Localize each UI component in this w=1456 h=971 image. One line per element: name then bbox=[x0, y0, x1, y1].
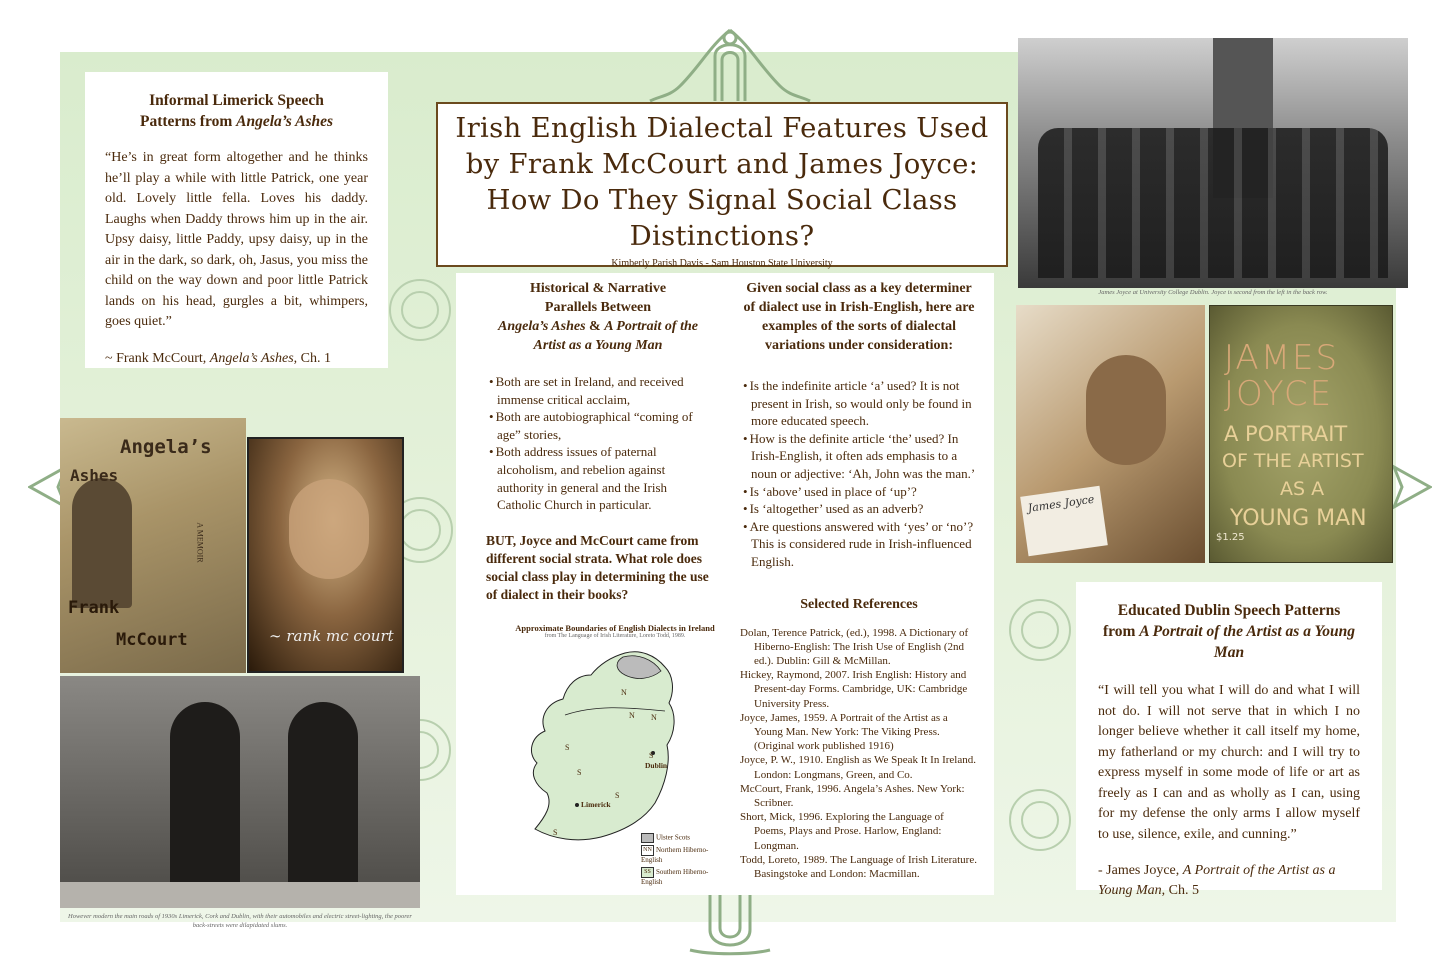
parallels-heading: Historical & Narrative Parallels Between Angela’s Ashes & A Portrait of the Artist as a Young Man bbox=[498, 281, 698, 353]
reference-item: Todd, Loreto, 1989. The Language of Irish Literature. Basingstoke and London: Macmillan. bbox=[740, 853, 977, 880]
dublin-box-title: Educated Dublin Speech Patterns from A Portrait of the Artist as a Young Man bbox=[1102, 602, 1356, 661]
ireland-map-icon bbox=[505, 645, 725, 855]
cover-title-line1: Angela’s bbox=[120, 436, 212, 458]
joyce-group-image bbox=[1018, 38, 1408, 288]
book-title-line2: OF THE ARTIST bbox=[1222, 450, 1364, 472]
list-item: • Is the indefinite article ‘a’ used? It is not present in Irish, so would only be found in more educated speech. bbox=[740, 377, 978, 430]
celtic-ornament-bottom-icon bbox=[670, 890, 790, 960]
list-item: • How is the definite article ‘the’ used? In Irish-English, it often ads emphasis to a noun or adjective: ‘Ah, John was the man.’ bbox=[740, 430, 978, 483]
map-subtitle: from The Language of Irish Literature, Loreto Todd, 1989. bbox=[544, 633, 686, 639]
poster-title: Irish English Dialectal Features Used by Frank McCourt and James Joyce: How Do They Signal Social Class Distinctions? bbox=[455, 112, 989, 252]
map-title: Approximate Boundaries of English Dialects in Ireland bbox=[515, 623, 715, 633]
map-label-s: S bbox=[577, 768, 582, 777]
dialect-features-column bbox=[726, 273, 994, 895]
book-price: $1.25 bbox=[1216, 532, 1245, 543]
book-title-line4: YOUNG MAN bbox=[1230, 506, 1367, 531]
reference-item: Short, Mick, 1996. Exploring the Language of Poems, Plays and Prose. Harlow, England: Longman. bbox=[740, 811, 944, 852]
joyce-portrait-image bbox=[1016, 305, 1205, 563]
joyce-attribution: - James Joyce, A Portrait of the Artist as a Young Man, Ch. 5 bbox=[1098, 863, 1336, 898]
mccourt-portrait-image bbox=[247, 437, 404, 673]
list-item: • Is ‘altogether’ used as an adverb? bbox=[740, 500, 978, 518]
dialect-map bbox=[505, 623, 725, 885]
mccourt-attribution: ~ Frank McCourt, Angela’s Ashes, Ch. 1 bbox=[105, 350, 332, 366]
portrait-quote: “I will tell you what I will do and what I will not do. I will not serve that in which I no longer believe whether it call itself my home, my fatherland or my church: and I will try to express myself in some mode of life or art as freely as I can and as wholly as I can, using for my defense the only arms I allow myself to use, silence, exile, and cunning.” bbox=[1098, 683, 1360, 842]
legend-item: NN Northern Hiberno-English bbox=[641, 846, 709, 864]
joyce-group-caption: James Joyce at University College Dublin. Joyce is second from the left in the back row. bbox=[1098, 289, 1328, 296]
dublin-speech-box bbox=[1076, 582, 1382, 898]
child-figure-icon bbox=[72, 478, 132, 608]
map-label-dublin: Dublin bbox=[645, 761, 668, 770]
angelas-ashes-quote: “He’s in great form altogether and he thinks he’ll play a while with little Patrick, one year old. Lovely little fella. Loves his daddy. Laughs when Daddy throws him up in the air. Upsy daisy, little Paddy, upsy daisy, up in the air in the dark, so dark, oh, Jasus, you miss the child on the way down and poor little Patrick lands on his head, gurgles a bit, whimpers, goes quiet.” bbox=[105, 150, 368, 329]
author-byline: Kimberly Parish Davis - Sam Houston State University bbox=[611, 258, 833, 269]
joyce-signature-card-icon: James Joyce bbox=[1020, 486, 1108, 557]
reference-item: Hickey, Raymond, 2007. Irish English: History and Present-day Forms. Cambridge, UK: Cambridge University Press. bbox=[740, 669, 968, 710]
title-box bbox=[436, 102, 1008, 267]
portrait-book-cover-image bbox=[1209, 305, 1393, 563]
mccourt-signature-icon: ∼ rank mc court bbox=[269, 627, 394, 645]
doorway-right-icon bbox=[288, 702, 358, 882]
celtic-ornament-top-icon bbox=[640, 26, 820, 106]
cover-title-line2: Ashes bbox=[70, 466, 119, 485]
list-item: • Is ‘above’ used in place of ‘up’? bbox=[740, 483, 978, 501]
map-label-n: N bbox=[651, 713, 657, 722]
book-title-line3: AS A bbox=[1280, 478, 1325, 500]
map-label-s: S bbox=[649, 751, 654, 760]
reference-item: Dolan, Terence Patrick, (ed.), 1998. A Dictionary of Hiberno-English: The Irish Use of English (2nd ed.). Dublin: Gill & McMillan. bbox=[740, 626, 969, 667]
list-item: • Are questions answered with ‘yes’ or ‘no’? This is considered rude in Irish-influenced English. bbox=[740, 518, 978, 571]
list-item: • Both address issues of paternal alcoholism, and rebelion against authority in general and the Irish Catholic Church in particular. bbox=[486, 443, 710, 513]
celtic-ornament-right-icon bbox=[1392, 462, 1432, 512]
dialect-features-heading: Given social class as a key determiner of dialect use in Irish-English, here are examples of the sorts of dialectal variations under consideration: bbox=[743, 281, 975, 353]
map-label-n: N bbox=[621, 688, 627, 697]
face-icon bbox=[289, 479, 369, 579]
group-figures-icon bbox=[1038, 128, 1388, 278]
limerick-speech-box bbox=[85, 72, 388, 368]
limerick-street-image bbox=[60, 676, 420, 908]
legend-item: Ulster Scots bbox=[641, 833, 725, 843]
reference-item: Joyce, P. W., 1910. English as We Speak It In Ireland. London: Longmans, Green, and Co. bbox=[740, 754, 976, 781]
references-list bbox=[740, 626, 978, 882]
street-caption: However modern the main roads of 1930s Limerick, Cork and Dublin, with their automobiles and electric street-lighting, the poorer back-streets were dilapidated slums. bbox=[68, 913, 412, 929]
map-label-s: S bbox=[565, 743, 570, 752]
map-label-s: S bbox=[553, 828, 558, 837]
doorway-left-icon bbox=[170, 702, 240, 882]
reference-item: Joyce, James, 1959. A Portrait of the Artist as a Young Man. New York: The Viking Press. (Original work published 1916) bbox=[740, 711, 948, 753]
celtic-swirl-right-icon bbox=[1000, 570, 1080, 900]
map-label-s: S bbox=[615, 791, 620, 800]
map-label-limerick: Limerick bbox=[581, 800, 611, 809]
cover-author-line1: Frank bbox=[68, 598, 120, 618]
reference-item: McCourt, Frank, 1996. Angela’s Ashes. New York: Scribner. bbox=[740, 782, 965, 809]
list-item: • Both are autobiographical “coming of age” stories, bbox=[486, 408, 710, 443]
legend-item: SS Southern Hiberno-English bbox=[641, 868, 709, 886]
book-title-line1: A PORTRAIT bbox=[1224, 422, 1348, 446]
book-author-line2: JOYCE bbox=[1224, 374, 1334, 414]
list-item: • Both are set in Ireland, and received immense critical acclaim, bbox=[486, 373, 710, 408]
parallels-list bbox=[486, 373, 710, 514]
angelas-ashes-cover-image bbox=[60, 418, 246, 673]
map-legend bbox=[641, 833, 725, 887]
references-heading: Selected References bbox=[800, 596, 918, 612]
map-label-n: N bbox=[629, 711, 635, 720]
cover-memoir: A MEMOIR bbox=[195, 522, 205, 563]
cover-author-line2: McCourt bbox=[116, 630, 188, 650]
book-author-line1: JAMES bbox=[1224, 338, 1340, 378]
joyce-head-icon bbox=[1086, 355, 1166, 465]
social-strata-question: BUT, Joyce and McCourt came from different social strata. What role does social class play in determining the use of dialect in their books? bbox=[486, 532, 709, 602]
dialect-features-list bbox=[740, 377, 978, 571]
limerick-box-title: Informal Limerick Speech Patterns from Angela’s Ashes bbox=[139, 92, 334, 130]
